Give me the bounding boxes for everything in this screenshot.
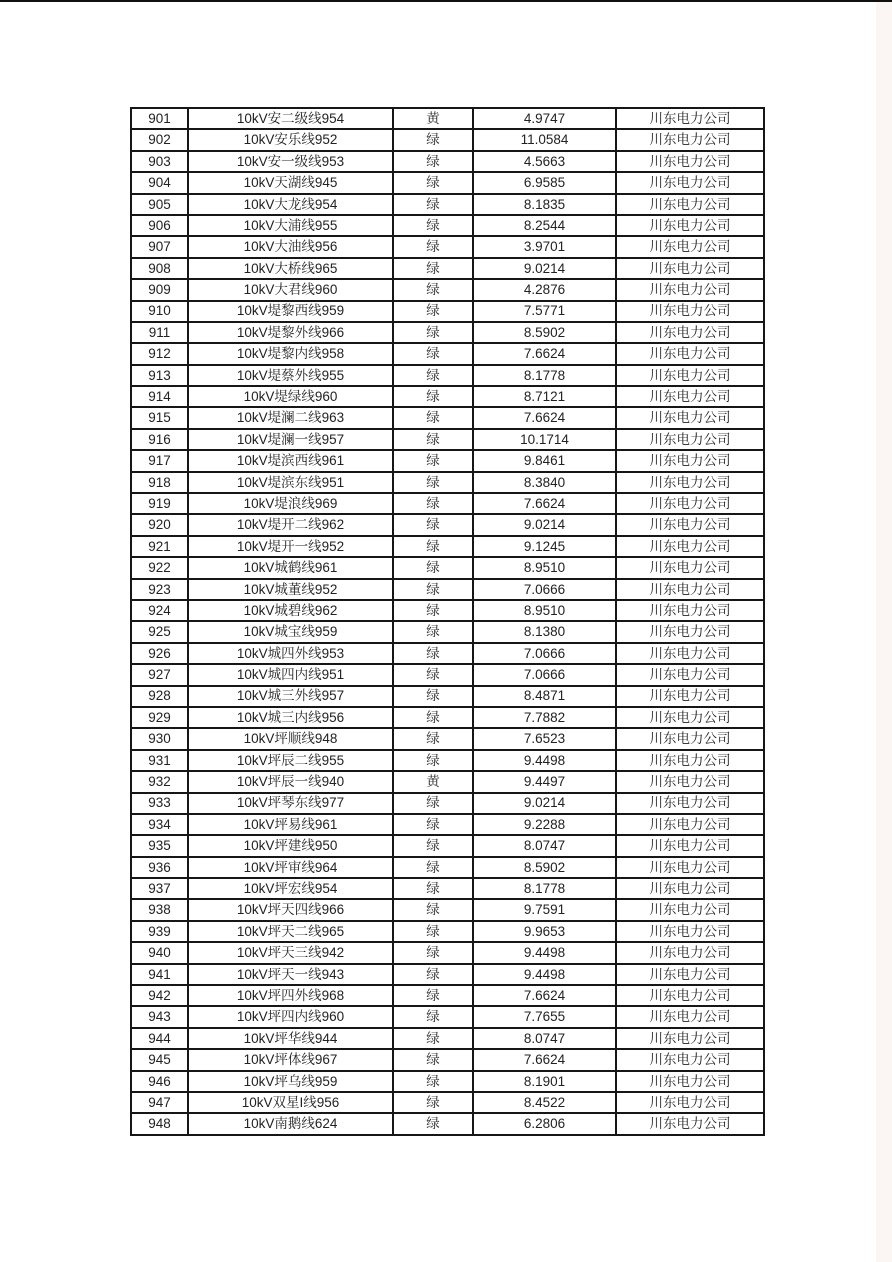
company-cell: 川东电力公司 (616, 407, 764, 428)
row-number-cell: 943 (131, 1006, 188, 1027)
line-name-cell: 10kV堤澜二线963 (188, 407, 393, 428)
value-cell: 8.9510 (473, 557, 616, 578)
status-color-cell: 绿 (393, 151, 473, 172)
page-right-margin (876, 2, 892, 1262)
company-cell: 川东电力公司 (616, 835, 764, 856)
line-name-cell: 10kV南鹅线624 (188, 1113, 393, 1134)
table-row (131, 964, 764, 985)
value-cell: 7.6624 (473, 1049, 616, 1070)
status-color-cell: 绿 (393, 429, 473, 450)
row-number-cell: 921 (131, 536, 188, 557)
status-color-cell: 绿 (393, 686, 473, 707)
company-cell: 川东电力公司 (616, 686, 764, 707)
row-number-cell: 930 (131, 728, 188, 749)
company-cell: 川东电力公司 (616, 1071, 764, 1092)
line-name-cell: 10kV坪华线944 (188, 1028, 393, 1049)
line-name-cell: 10kV城三内线956 (188, 707, 393, 728)
value-cell: 9.0214 (473, 514, 616, 535)
status-color-cell: 绿 (393, 1092, 473, 1113)
status-color-cell: 绿 (393, 301, 473, 322)
value-cell: 9.8461 (473, 450, 616, 471)
table-row (131, 215, 764, 236)
line-name-cell: 10kV堤黎西线959 (188, 301, 393, 322)
status-color-cell: 绿 (393, 236, 473, 257)
table-row (131, 1028, 764, 1049)
row-number-cell: 933 (131, 793, 188, 814)
table-row (131, 1071, 764, 1092)
company-cell: 川东电力公司 (616, 343, 764, 364)
table-row (131, 236, 764, 257)
table-row (131, 1006, 764, 1027)
table-row (131, 407, 764, 428)
value-cell: 9.1245 (473, 536, 616, 557)
row-number-cell: 929 (131, 707, 188, 728)
table-row (131, 472, 764, 493)
status-color-cell: 绿 (393, 514, 473, 535)
company-cell: 川东电力公司 (616, 129, 764, 150)
row-number-cell: 935 (131, 835, 188, 856)
company-cell: 川东电力公司 (616, 664, 764, 685)
status-color-cell: 绿 (393, 1006, 473, 1027)
row-number-cell: 904 (131, 172, 188, 193)
table-row (131, 514, 764, 535)
line-name-cell: 10kV堤开二线962 (188, 514, 393, 535)
status-color-cell: 绿 (393, 964, 473, 985)
company-cell: 川东电力公司 (616, 621, 764, 642)
status-color-cell: 绿 (393, 664, 473, 685)
value-cell: 7.6523 (473, 728, 616, 749)
company-cell: 川东电力公司 (616, 236, 764, 257)
row-number-cell: 940 (131, 942, 188, 963)
row-number-cell: 947 (131, 1092, 188, 1113)
row-number-cell: 941 (131, 964, 188, 985)
table-row (131, 1113, 764, 1134)
status-color-cell: 绿 (393, 793, 473, 814)
status-color-cell: 绿 (393, 322, 473, 343)
table-row (131, 429, 764, 450)
line-name-cell: 10kV坪乌线959 (188, 1071, 393, 1092)
line-name-cell: 10kV城鹤线961 (188, 557, 393, 578)
company-cell: 川东电力公司 (616, 172, 764, 193)
row-number-cell: 927 (131, 664, 188, 685)
row-number-cell: 922 (131, 557, 188, 578)
table-row (131, 108, 764, 129)
status-color-cell: 绿 (393, 643, 473, 664)
table-row (131, 172, 764, 193)
table-row (131, 942, 764, 963)
value-cell: 7.6624 (473, 343, 616, 364)
line-name-cell: 10kV坪辰二线955 (188, 750, 393, 771)
table-row (131, 985, 764, 1006)
table-body (131, 108, 764, 1135)
company-cell: 川东电力公司 (616, 536, 764, 557)
status-color-cell: 绿 (393, 728, 473, 749)
value-cell: 6.2806 (473, 1113, 616, 1134)
line-name-cell: 10kV坪顺线948 (188, 728, 393, 749)
line-name-cell: 10kV坪宏线954 (188, 878, 393, 899)
table-row (131, 600, 764, 621)
row-number-cell: 928 (131, 686, 188, 707)
line-name-cell: 10kV坪天四线966 (188, 899, 393, 920)
line-name-cell: 10kV大油线956 (188, 236, 393, 257)
table-row (131, 386, 764, 407)
table-row (131, 365, 764, 386)
status-color-cell: 绿 (393, 857, 473, 878)
row-number-cell: 938 (131, 899, 188, 920)
table-row (131, 493, 764, 514)
row-number-cell: 934 (131, 814, 188, 835)
line-name-cell: 10kV堤浪线969 (188, 493, 393, 514)
value-cell: 8.0747 (473, 1028, 616, 1049)
status-color-cell: 绿 (393, 750, 473, 771)
line-name-cell: 10kV城四内线951 (188, 664, 393, 685)
value-cell: 4.5663 (473, 151, 616, 172)
line-name-cell: 10kV大桥线965 (188, 258, 393, 279)
value-cell: 7.6624 (473, 407, 616, 428)
status-color-cell: 黄 (393, 771, 473, 792)
status-color-cell: 绿 (393, 536, 473, 557)
company-cell: 川东电力公司 (616, 1113, 764, 1134)
row-number-cell: 932 (131, 771, 188, 792)
line-name-cell: 10kV城宝线959 (188, 621, 393, 642)
value-cell: 10.1714 (473, 429, 616, 450)
status-color-cell: 绿 (393, 472, 473, 493)
line-name-cell: 10kV堤滨东线951 (188, 472, 393, 493)
value-cell: 8.9510 (473, 600, 616, 621)
value-cell: 7.7882 (473, 707, 616, 728)
line-name-cell: 10kV安乐线952 (188, 129, 393, 150)
company-cell: 川东电力公司 (616, 514, 764, 535)
value-cell: 8.4522 (473, 1092, 616, 1113)
status-color-cell: 绿 (393, 600, 473, 621)
row-number-cell: 931 (131, 750, 188, 771)
value-cell: 8.1778 (473, 365, 616, 386)
table-row (131, 707, 764, 728)
value-cell: 8.3840 (473, 472, 616, 493)
row-number-cell: 937 (131, 878, 188, 899)
company-cell: 川东电力公司 (616, 1006, 764, 1027)
table-row (131, 301, 764, 322)
table-row (131, 899, 764, 920)
row-number-cell: 920 (131, 514, 188, 535)
table-row (131, 579, 764, 600)
value-cell: 6.9585 (473, 172, 616, 193)
page-top-edge-line (0, 0, 892, 2)
row-number-cell: 911 (131, 322, 188, 343)
line-name-cell: 10kV天湖线945 (188, 172, 393, 193)
value-cell: 7.0666 (473, 579, 616, 600)
table-row (131, 258, 764, 279)
company-cell: 川东电力公司 (616, 643, 764, 664)
value-cell: 3.9701 (473, 236, 616, 257)
value-cell: 8.1778 (473, 878, 616, 899)
row-number-cell: 909 (131, 279, 188, 300)
row-number-cell: 903 (131, 151, 188, 172)
line-name-cell: 10kV坪天一线943 (188, 964, 393, 985)
value-cell: 8.1835 (473, 194, 616, 215)
line-name-cell: 10kV堤开一线952 (188, 536, 393, 557)
line-name-cell: 10kV堤蔡外线955 (188, 365, 393, 386)
table-row (131, 921, 764, 942)
company-cell: 川东电力公司 (616, 579, 764, 600)
value-cell: 9.7591 (473, 899, 616, 920)
company-cell: 川东电力公司 (616, 857, 764, 878)
value-cell: 9.2288 (473, 814, 616, 835)
company-cell: 川东电力公司 (616, 429, 764, 450)
company-cell: 川东电力公司 (616, 1028, 764, 1049)
line-name-cell: 10kV坪易线961 (188, 814, 393, 835)
row-number-cell: 942 (131, 985, 188, 1006)
line-name-cell: 10kV堤绿线960 (188, 386, 393, 407)
company-cell: 川东电力公司 (616, 899, 764, 920)
row-number-cell: 916 (131, 429, 188, 450)
value-cell: 9.0214 (473, 793, 616, 814)
table-row (131, 1092, 764, 1113)
company-cell: 川东电力公司 (616, 386, 764, 407)
power-line-table (130, 107, 765, 1136)
value-cell: 8.1380 (473, 621, 616, 642)
status-color-cell: 绿 (393, 579, 473, 600)
company-cell: 川东电力公司 (616, 108, 764, 129)
status-color-cell: 绿 (393, 835, 473, 856)
row-number-cell: 926 (131, 643, 188, 664)
line-name-cell: 10kV坪琴东线977 (188, 793, 393, 814)
company-cell: 川东电力公司 (616, 151, 764, 172)
row-number-cell: 908 (131, 258, 188, 279)
company-cell: 川东电力公司 (616, 258, 764, 279)
table-row (131, 536, 764, 557)
table-row (131, 664, 764, 685)
company-cell: 川东电力公司 (616, 279, 764, 300)
status-color-cell: 绿 (393, 707, 473, 728)
value-cell: 7.5771 (473, 301, 616, 322)
line-name-cell: 10kV堤滨西线961 (188, 450, 393, 471)
value-cell: 8.7121 (473, 386, 616, 407)
value-cell: 8.0747 (473, 835, 616, 856)
row-number-cell: 919 (131, 493, 188, 514)
status-color-cell: 绿 (393, 450, 473, 471)
line-name-cell: 10kV大龙线954 (188, 194, 393, 215)
status-color-cell: 绿 (393, 215, 473, 236)
line-name-cell: 10kV坪建线950 (188, 835, 393, 856)
company-cell: 川东电力公司 (616, 600, 764, 621)
table-row (131, 750, 764, 771)
row-number-cell: 913 (131, 365, 188, 386)
company-cell: 川东电力公司 (616, 942, 764, 963)
table-row (131, 771, 764, 792)
line-name-cell: 10kV城四外线953 (188, 643, 393, 664)
row-number-cell: 910 (131, 301, 188, 322)
status-color-cell: 绿 (393, 942, 473, 963)
line-name-cell: 10kV城碧线962 (188, 600, 393, 621)
row-number-cell: 906 (131, 215, 188, 236)
table-row (131, 728, 764, 749)
row-number-cell: 915 (131, 407, 188, 428)
status-color-cell: 绿 (393, 129, 473, 150)
row-number-cell: 948 (131, 1113, 188, 1134)
status-color-cell: 绿 (393, 258, 473, 279)
status-color-cell: 绿 (393, 194, 473, 215)
table-row (131, 450, 764, 471)
status-color-cell: 绿 (393, 407, 473, 428)
company-cell: 川东电力公司 (616, 194, 764, 215)
line-name-cell: 10kV坪辰一线940 (188, 771, 393, 792)
line-name-cell: 10kV双星I线956 (188, 1092, 393, 1113)
company-cell: 川东电力公司 (616, 215, 764, 236)
company-cell: 川东电力公司 (616, 493, 764, 514)
company-cell: 川东电力公司 (616, 814, 764, 835)
company-cell: 川东电力公司 (616, 557, 764, 578)
company-cell: 川东电力公司 (616, 878, 764, 899)
company-cell: 川东电力公司 (616, 728, 764, 749)
line-name-cell: 10kV城董线952 (188, 579, 393, 600)
value-cell: 7.6624 (473, 493, 616, 514)
row-number-cell: 902 (131, 129, 188, 150)
line-name-cell: 10kV坪体线967 (188, 1049, 393, 1070)
line-name-cell: 10kV坪天二线965 (188, 921, 393, 942)
status-color-cell: 绿 (393, 899, 473, 920)
row-number-cell: 944 (131, 1028, 188, 1049)
table-row (131, 279, 764, 300)
line-name-cell: 10kV堤黎外线966 (188, 322, 393, 343)
value-cell: 8.5902 (473, 322, 616, 343)
status-color-cell: 绿 (393, 985, 473, 1006)
status-color-cell: 绿 (393, 814, 473, 835)
status-color-cell: 黄 (393, 108, 473, 129)
status-color-cell: 绿 (393, 1071, 473, 1092)
value-cell: 7.0666 (473, 643, 616, 664)
row-number-cell: 936 (131, 857, 188, 878)
table-row (131, 686, 764, 707)
company-cell: 川东电力公司 (616, 964, 764, 985)
value-cell: 9.0214 (473, 258, 616, 279)
value-cell: 4.2876 (473, 279, 616, 300)
table-row (131, 129, 764, 150)
company-cell: 川东电力公司 (616, 921, 764, 942)
status-color-cell: 绿 (393, 343, 473, 364)
line-name-cell: 10kV坪天三线942 (188, 942, 393, 963)
value-cell: 9.4498 (473, 964, 616, 985)
company-cell: 川东电力公司 (616, 472, 764, 493)
value-cell: 8.2544 (473, 215, 616, 236)
status-color-cell: 绿 (393, 493, 473, 514)
value-cell: 4.9747 (473, 108, 616, 129)
company-cell: 川东电力公司 (616, 985, 764, 1006)
row-number-cell: 918 (131, 472, 188, 493)
line-name-cell: 10kV城三外线957 (188, 686, 393, 707)
status-color-cell: 绿 (393, 1028, 473, 1049)
table-row (131, 835, 764, 856)
line-name-cell: 10kV坪四内线960 (188, 1006, 393, 1027)
value-cell: 8.5902 (473, 857, 616, 878)
table-row (131, 1049, 764, 1070)
line-name-cell: 10kV安一级线953 (188, 151, 393, 172)
table-row (131, 322, 764, 343)
table-row (131, 194, 764, 215)
row-number-cell: 901 (131, 108, 188, 129)
company-cell: 川东电力公司 (616, 365, 764, 386)
status-color-cell: 绿 (393, 921, 473, 942)
status-color-cell: 绿 (393, 1113, 473, 1134)
line-name-cell: 10kV堤澜一线957 (188, 429, 393, 450)
table-row (131, 793, 764, 814)
line-name-cell: 10kV大浦线955 (188, 215, 393, 236)
line-name-cell: 10kV坪四外线968 (188, 985, 393, 1006)
value-cell: 9.4498 (473, 750, 616, 771)
row-number-cell: 925 (131, 621, 188, 642)
status-color-cell: 绿 (393, 557, 473, 578)
table-row (131, 557, 764, 578)
row-number-cell: 914 (131, 386, 188, 407)
row-number-cell: 939 (131, 921, 188, 942)
table-row (131, 621, 764, 642)
line-name-cell: 10kV坪审线964 (188, 857, 393, 878)
value-cell: 9.9653 (473, 921, 616, 942)
table-row (131, 151, 764, 172)
value-cell: 7.0666 (473, 664, 616, 685)
row-number-cell: 917 (131, 450, 188, 471)
row-number-cell: 912 (131, 343, 188, 364)
status-color-cell: 绿 (393, 172, 473, 193)
table-row (131, 878, 764, 899)
line-name-cell: 10kV堤黎内线958 (188, 343, 393, 364)
value-cell: 8.1901 (473, 1071, 616, 1092)
status-color-cell: 绿 (393, 386, 473, 407)
status-color-cell: 绿 (393, 279, 473, 300)
value-cell: 9.4497 (473, 771, 616, 792)
company-cell: 川东电力公司 (616, 301, 764, 322)
row-number-cell: 905 (131, 194, 188, 215)
company-cell: 川东电力公司 (616, 793, 764, 814)
line-name-cell: 10kV大君线960 (188, 279, 393, 300)
table-row (131, 814, 764, 835)
company-cell: 川东电力公司 (616, 707, 764, 728)
company-cell: 川东电力公司 (616, 322, 764, 343)
value-cell: 7.7655 (473, 1006, 616, 1027)
table-row (131, 343, 764, 364)
table-row (131, 857, 764, 878)
value-cell: 7.6624 (473, 985, 616, 1006)
row-number-cell: 945 (131, 1049, 188, 1070)
row-number-cell: 923 (131, 579, 188, 600)
status-color-cell: 绿 (393, 621, 473, 642)
value-cell: 8.4871 (473, 686, 616, 707)
company-cell: 川东电力公司 (616, 1049, 764, 1070)
row-number-cell: 946 (131, 1071, 188, 1092)
company-cell: 川东电力公司 (616, 450, 764, 471)
company-cell: 川东电力公司 (616, 750, 764, 771)
value-cell: 9.4498 (473, 942, 616, 963)
status-color-cell: 绿 (393, 365, 473, 386)
value-cell: 11.0584 (473, 129, 616, 150)
status-color-cell: 绿 (393, 878, 473, 899)
company-cell: 川东电力公司 (616, 1092, 764, 1113)
status-color-cell: 绿 (393, 1049, 473, 1070)
row-number-cell: 924 (131, 600, 188, 621)
row-number-cell: 907 (131, 236, 188, 257)
line-name-cell: 10kV安二级线954 (188, 108, 393, 129)
company-cell: 川东电力公司 (616, 771, 764, 792)
table-row (131, 643, 764, 664)
